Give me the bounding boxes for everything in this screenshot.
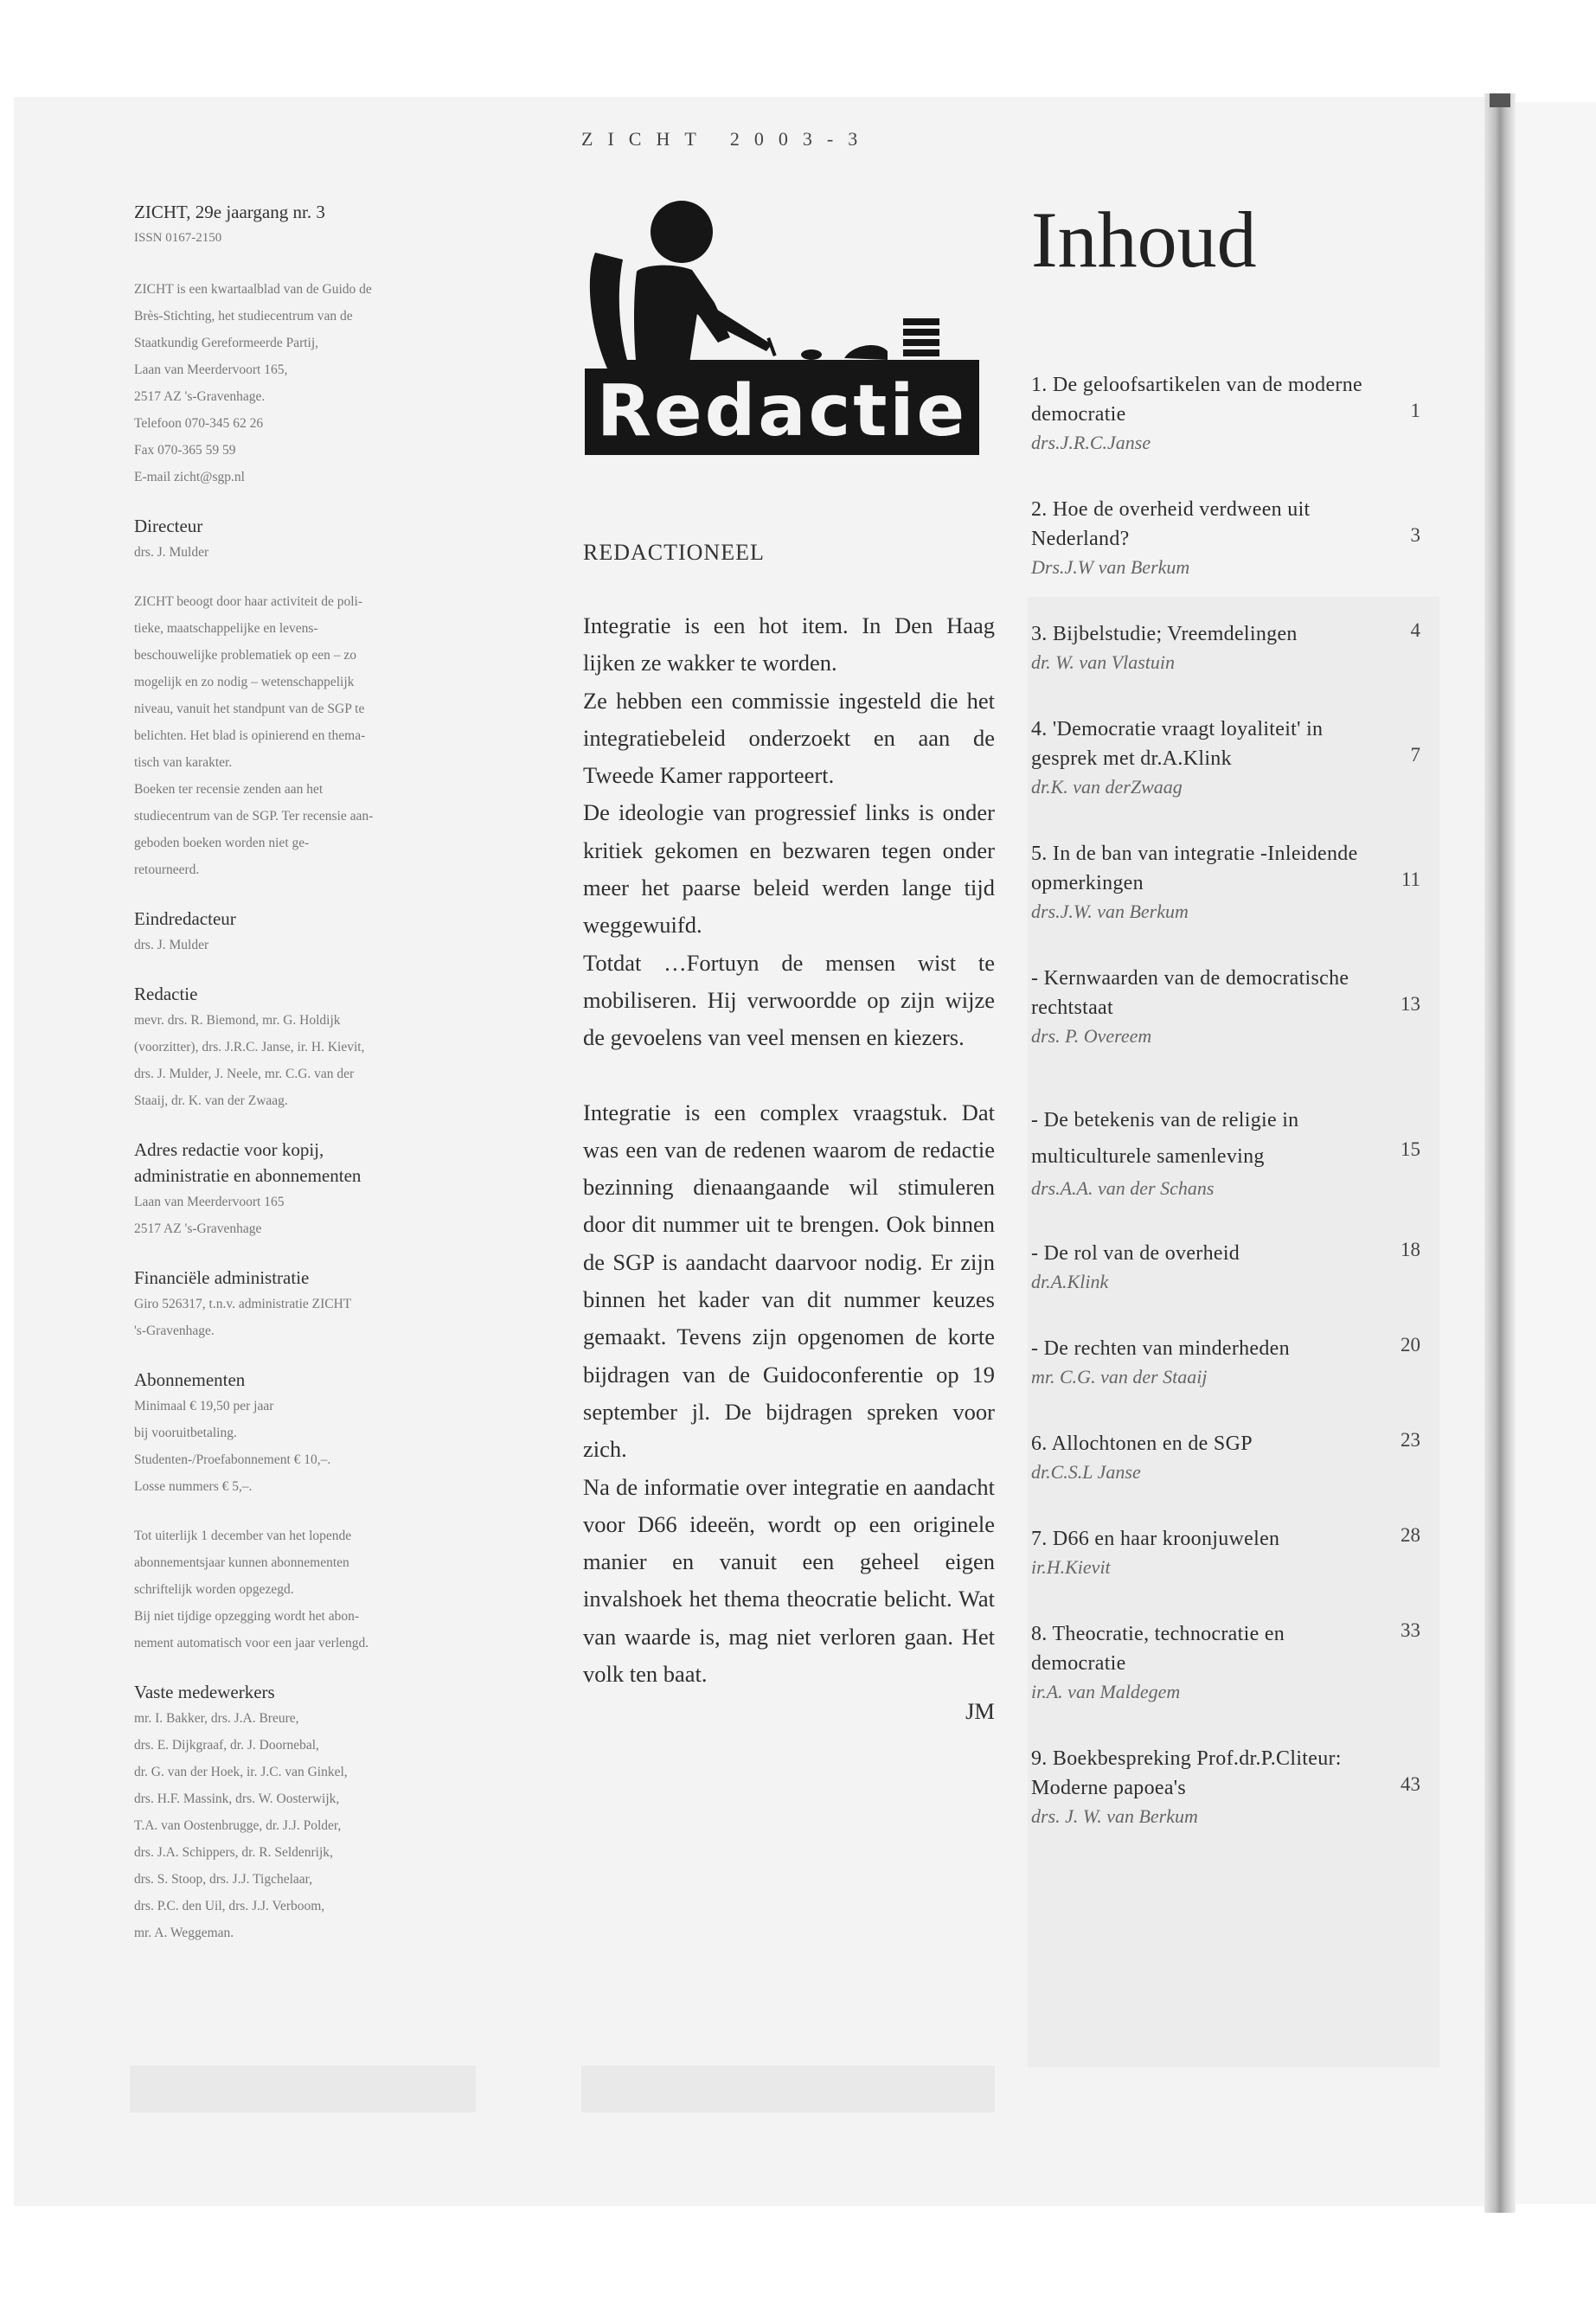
article-paragraph: Ze hebben een commissie ingesteld die het integratiebeleid onderzoekt en aan de Tweede Kamer rapporteert. [583, 687, 995, 789]
mission-line: tieke, maatschappelijke en levens- [134, 621, 318, 636]
shade-block [130, 2066, 476, 2112]
medewerkers-line: T.A. van Oostenbrugge, dr. J.J. Polder, [134, 1818, 342, 1833]
adres-block [134, 1137, 471, 1242]
toc-entry[interactable] [1031, 715, 1420, 801]
toc-entry[interactable] [1031, 964, 1420, 1050]
toc-entry-title: 1. De geloofsartikelen van de moderne democratie [1031, 374, 1362, 426]
toc-entry-title: 9. Boekbespreking Prof.dr.P.Cliteur: Moderne papoea's [1031, 1747, 1342, 1799]
colophon [134, 199, 471, 1969]
toc-entry-page: 13 [1401, 993, 1420, 1015]
toc-entry-page: 43 [1401, 1773, 1420, 1795]
toc-entry-author: ir.H.Kievit [1031, 1556, 1111, 1578]
redactie-line: mevr. drs. R. Biemond, mr. G. Holdijk [134, 1013, 341, 1028]
mission-line: beschouwelijke problematiek op een – zo [134, 648, 356, 663]
abonnementen-line: Minimaal € 19,50 per jaar [134, 1399, 274, 1413]
toc-entry-page: 20 [1401, 1334, 1420, 1356]
intro-line: Telefoon 070-345 62 26 [134, 416, 264, 431]
shade-block [581, 2066, 995, 2112]
toc-entry-title: - De rechten van minderheden [1031, 1337, 1290, 1360]
binding-spine [1484, 93, 1516, 2213]
toc-entry-page: 4 [1410, 619, 1420, 641]
article-signature: JM [965, 1698, 995, 1725]
medewerkers-line: dr. G. van der Hoek, ir. J.C. van Ginkel, [134, 1765, 348, 1779]
article-paragraph: De ideologie van progressief links is onder kritiek gekomen en bezwaren tegen onder meer het paarse beleid werden lange tijd weggewuifd. [583, 799, 995, 939]
directeur-name: drs. J. Mulder [134, 545, 209, 560]
eindredacteur-heading: Eindredacteur [134, 908, 236, 929]
toc-entry[interactable] [1031, 619, 1420, 676]
medewerkers-block [134, 1679, 471, 1946]
opzegging-line: abonnementsjaar kunnen abonnementen [134, 1555, 349, 1570]
intro-line: ZICHT is een kwartaalblad van de Guido de [134, 282, 372, 297]
logo-text: Redactie [585, 369, 979, 455]
intro-line: Laan van Meerdervoort 165, [134, 362, 288, 377]
toc-entry-title: 6. Allochtonen en de SGP [1031, 1433, 1253, 1455]
toc-entry-title: - De rol van de overheid [1031, 1242, 1240, 1265]
toc-entry[interactable] [1031, 1429, 1420, 1486]
colophon-intro [134, 276, 471, 490]
intro-line: E-mail zicht@sgp.nl [134, 470, 245, 484]
financieel-block [134, 1265, 471, 1344]
opzegging-line: Tot uiterlijk 1 december van het lopende [134, 1529, 352, 1543]
toc-entry-author: dr.C.S.L Janse [1031, 1461, 1141, 1483]
abonnementen-block [134, 1367, 471, 1500]
issn: ISSN 0167-2150 [134, 231, 222, 245]
toc-entry-author: drs.A.A. van der Schans [1031, 1177, 1215, 1199]
intro-line: Brès-Stichting, het studiecentrum van de [134, 309, 353, 324]
toc-entry[interactable] [1031, 370, 1420, 457]
redactie-line: Staaij, dr. K. van der Zwaag. [134, 1093, 288, 1108]
toc-entry[interactable] [1031, 1619, 1420, 1706]
abonnementen-line: Studenten-/Proefabonnement € 10,–. [134, 1452, 331, 1467]
toc-entry-page: 15 [1401, 1138, 1420, 1160]
toc-entry-author: drs. J. W. van Berkum [1031, 1805, 1198, 1827]
toc-entry-title: - De betekenis van de religie in multiculturele samenleving [1031, 1109, 1299, 1168]
toc-entry[interactable] [1031, 1524, 1420, 1581]
toc-entry-page: 3 [1410, 524, 1420, 546]
medewerkers-line: mr. A. Weggeman. [134, 1926, 234, 1940]
adres-line: Laan van Meerdervoort 165 [134, 1195, 285, 1209]
toc-entry-title: 2. Hoe de overheid verdween uit Nederland? [1031, 498, 1311, 550]
running-header: ZICHT 2003-3 [581, 128, 873, 150]
toc-entry[interactable] [1031, 1744, 1420, 1830]
toc-entry[interactable] [1031, 839, 1420, 926]
toc-entry-author: Drs.J.W van Berkum [1031, 556, 1190, 578]
financieel-line: Giro 526317, t.n.v. administratie ZICHT [134, 1297, 352, 1311]
redactie-line: drs. J. Mulder, J. Neele, mr. C.G. van der [134, 1067, 355, 1081]
redactie-block [134, 981, 471, 1114]
toc-entry-title: 7. D66 en haar kroonjuwelen [1031, 1528, 1280, 1550]
redactie-heading: Redactie [134, 984, 198, 1004]
editorial-article [583, 607, 995, 1731]
redactie-logo [585, 199, 979, 457]
medewerkers-heading: Vaste medewerkers [134, 1682, 275, 1702]
article-paragraph: Totdat …Fortuyn de mensen wist te mobiliseren. Hij verwoordde op zijn wijze de gevoelens van veel mensen en kiezers. [583, 949, 995, 1051]
toc-entry-title: 4. 'Democratie vraagt loyaliteit' in gesprek met dr.A.Klink [1031, 718, 1324, 770]
toc-entry-author: dr. W. van Vlastuin [1031, 651, 1176, 673]
mission-line: mogelijk en zo nodig – wetenschappelijk [134, 675, 355, 689]
medewerkers-line: mr. I. Bakker, drs. J.A. Breure, [134, 1711, 299, 1726]
toc-entry-page: 18 [1401, 1239, 1420, 1260]
toc-entry-page: 7 [1410, 744, 1420, 766]
toc-entry-author: mr. C.G. van der Staaij [1031, 1366, 1208, 1388]
intro-line: Staatkundig Gereformeerde Partij, [134, 336, 319, 350]
person-at-desk-icon [585, 199, 979, 372]
adres-heading: administratie en abonnementen [134, 1165, 362, 1186]
redactie-line: (voorzitter), drs. J.R.C. Janse, ir. H. Kievit, [134, 1040, 365, 1054]
toc-entry-author: dr.A.Klink [1031, 1271, 1109, 1292]
eindredacteur-block [134, 906, 471, 958]
spine-cap [1490, 93, 1510, 107]
mission-line: geboden boeken worden niet ge- [134, 836, 310, 850]
issue-line: ZICHT, 29e jaargang nr. 3 [134, 202, 325, 222]
paragraph-gap [583, 1057, 995, 1094]
intro-line: Fax 070-365 59 59 [134, 443, 236, 458]
adres-heading: Adres redactie voor kopij, [134, 1139, 324, 1160]
abonnementen-line: bij vooruitbetaling. [134, 1426, 237, 1440]
medewerkers-line: drs. S. Stoop, drs. J.J. Tigchelaar, [134, 1872, 313, 1887]
toc-entry-title: 5. In de ban van integratie -Inleidende opmerkingen [1031, 843, 1358, 894]
medewerkers-line: drs. H.F. Massink, drs. W. Oosterwijk, [134, 1791, 340, 1806]
article-paragraph: Na de informatie over integratie en aandacht voor D66 ideeën, wordt op een originele manier en vanuit een geheel eigen invalshoek het thema theocratie belicht. Wat van waarde is, mag niet verloren gaan. Het volk ten baat. [583, 1473, 995, 1688]
toc-entry-page: 33 [1401, 1619, 1420, 1641]
medewerkers-line: drs. P.C. den Uil, drs. J.J. Verboom, [134, 1899, 325, 1913]
toc-entry[interactable] [1031, 1102, 1420, 1202]
opzegging-line: Bij niet tijdige opzegging wordt het abon- [134, 1609, 360, 1624]
directeur-block [134, 513, 471, 566]
opzegging-block [134, 1522, 471, 1657]
mission-line: retourneerd. [134, 862, 200, 877]
toc-entry-author: ir.A. van Maldegem [1031, 1681, 1181, 1702]
financieel-heading: Financiële administratie [134, 1267, 310, 1288]
medewerkers-line: drs. J.A. Schippers, dr. R. Seldenrijk, [134, 1845, 333, 1860]
toc-entry[interactable] [1031, 1334, 1420, 1391]
next-page-edge [1516, 102, 1596, 2204]
directeur-heading: Directeur [134, 516, 203, 536]
mission-block [134, 588, 471, 883]
toc-entry-author: drs.J.W. van Berkum [1031, 901, 1189, 922]
toc-entry-title: - Kernwaarden van de democratische rechtstaat [1031, 967, 1349, 1019]
financieel-line: 's-Gravenhage. [134, 1324, 215, 1338]
mission-line: ZICHT beoogt door haar activiteit de poli- [134, 594, 362, 609]
article-paragraph: Integratie is een complex vraagstuk. Dat was een van de redenen waarom de redactie bezinning dienaangaande wil stimuleren door dit nummer uit te brengen. Ook binnen de SGP is aandacht daarvoor nodig. Er zijn binnen het kader van dit nummer keuzes gemaakt. Tevens zijn opgenomen de korte bijdragen van de Guidoconferentie op 19 september jl. De bijdragen spreken voor zich. [583, 1099, 995, 1463]
mission-line: studiecentrum van de SGP. Ter recensie aan- [134, 809, 374, 824]
medewerkers-line: drs. E. Dijkgraaf, dr. J. Doornebal, [134, 1738, 319, 1753]
toc-entry-page: 28 [1401, 1524, 1420, 1546]
opzegging-line: schriftelijk worden opgezegd. [134, 1582, 294, 1597]
toc-entry-author: drs. P. Overeem [1031, 1025, 1152, 1047]
mission-line: Boeken ter recensie zenden aan het [134, 782, 324, 797]
article-paragraph: Integratie is een hot item. In Den Haag lijken ze wakker te worden. [583, 612, 995, 676]
toc-entry-author: drs.J.R.C.Janse [1031, 432, 1151, 453]
mission-line: niveau, vanuit het standpunt van de SGP te [134, 702, 365, 716]
adres-line: 2517 AZ 's-Gravenhage [134, 1221, 262, 1236]
toc-entry-page: 11 [1401, 868, 1420, 890]
mission-line: belichten. Het blad is opinierend en thema- [134, 728, 366, 743]
eindredacteur-name: drs. J. Mulder [134, 938, 209, 952]
opzegging-line: nement automatisch voor een jaar verlengd. [134, 1636, 369, 1650]
section-label: REDACTIONEEL [583, 540, 765, 565]
mission-line: tisch van karakter. [134, 755, 233, 770]
toc-entry-page: 1 [1410, 400, 1420, 421]
toc-entry-title: 8. Theocratie, technocratie en democratie [1031, 1623, 1285, 1675]
toc-entry-page: 23 [1401, 1429, 1420, 1451]
toc-entry-title: 3. Bijbelstudie; Vreemdelingen [1031, 623, 1298, 645]
toc-title: Inhoud [1031, 195, 1257, 284]
shade-block [1028, 597, 1439, 2067]
toc-entry[interactable] [1031, 1239, 1420, 1296]
toc-entry-author: dr.K. van derZwaag [1031, 776, 1183, 798]
abonnementen-line: Losse nummers € 5,–. [134, 1479, 253, 1494]
toc-entry[interactable] [1031, 495, 1420, 581]
abonnementen-heading: Abonnementen [134, 1369, 246, 1390]
intro-line: 2517 AZ 's-Gravenhage. [134, 389, 266, 404]
